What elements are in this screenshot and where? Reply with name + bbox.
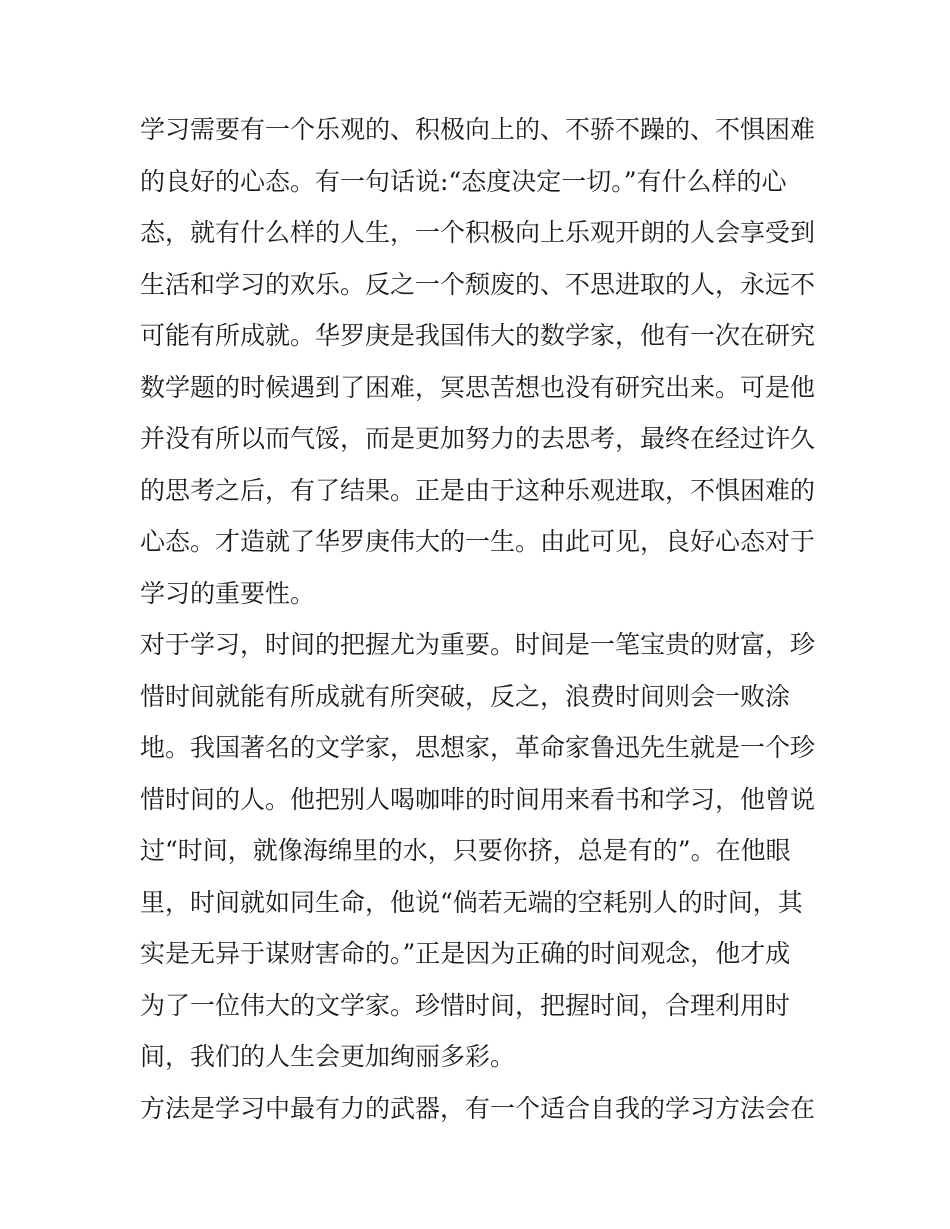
- text-line: 为了一位伟大的文学家。珍惜时间，把握时间，合理利用时: [140, 990, 791, 1020]
- text-line: 对于学习，时间的把握尤为重要。时间是一笔宝贵的财富，珍: [140, 630, 816, 659]
- text-line: 过“时间，就像海绵里的水，只要你挤，总是有的”。在他眼: [140, 836, 791, 865]
- text-line: 可能有所成就。华罗庚是我国伟大的数学家，他有一次在研究: [140, 321, 816, 350]
- text-line: 生活和学习的欢乐。反之一个颓废的、不思进取的人，永远不: [140, 269, 816, 299]
- text-line: 惜时间的人。他把别人喝咖啡的时间用来看书和学习，他曾说: [140, 784, 816, 814]
- text-line: 学习需要有一个乐观的、积极向上的、不骄不躁的、不惧困难: [140, 115, 816, 144]
- text-line: 的思考之后，有了结果。正是由于这种乐观进取，不惧困难的: [140, 475, 816, 505]
- text-line: 心态。才造就了华罗庚伟大的一生。由此可见，良好心态对于: [140, 527, 816, 556]
- text-line: 实是无异于谋财害命的。”正是因为正确的时间观念，他才成: [140, 939, 791, 968]
- text-line: 里，时间就如同生命，他说“倘若无端的空耗别人的时间，其: [140, 887, 803, 917]
- text-line: 数学题的时候遇到了困难，冥思苦想也没有研究出来。可是他: [140, 372, 816, 402]
- text-line: 惜时间就能有所成就有所突破，反之，浪费时间则会一败涂: [140, 681, 791, 711]
- document-body: [140, 104, 820, 1134]
- text-line: 方法是学习中最有力的武器，有一个适合自我的学习方法会在: [140, 1093, 816, 1123]
- text-line: 并没有所以而气馁，而是更加努力的去思考，最终在经过许久: [140, 424, 816, 453]
- text-line: 间，我们的人生会更加绚丽多彩。: [140, 1042, 516, 1071]
- text-line: 的良好的心态。有一句话说:“态度决定一切。”有什么样的心: [140, 166, 787, 196]
- text-line: 地。我国著名的文学家，思想家，革命家鲁迅先生就是一个珍: [140, 733, 816, 762]
- text-line: 学习的重要性。: [140, 578, 316, 608]
- text-line: 态，就有什么样的人生，一个积极向上乐观开朗的人会享受到: [140, 218, 816, 247]
